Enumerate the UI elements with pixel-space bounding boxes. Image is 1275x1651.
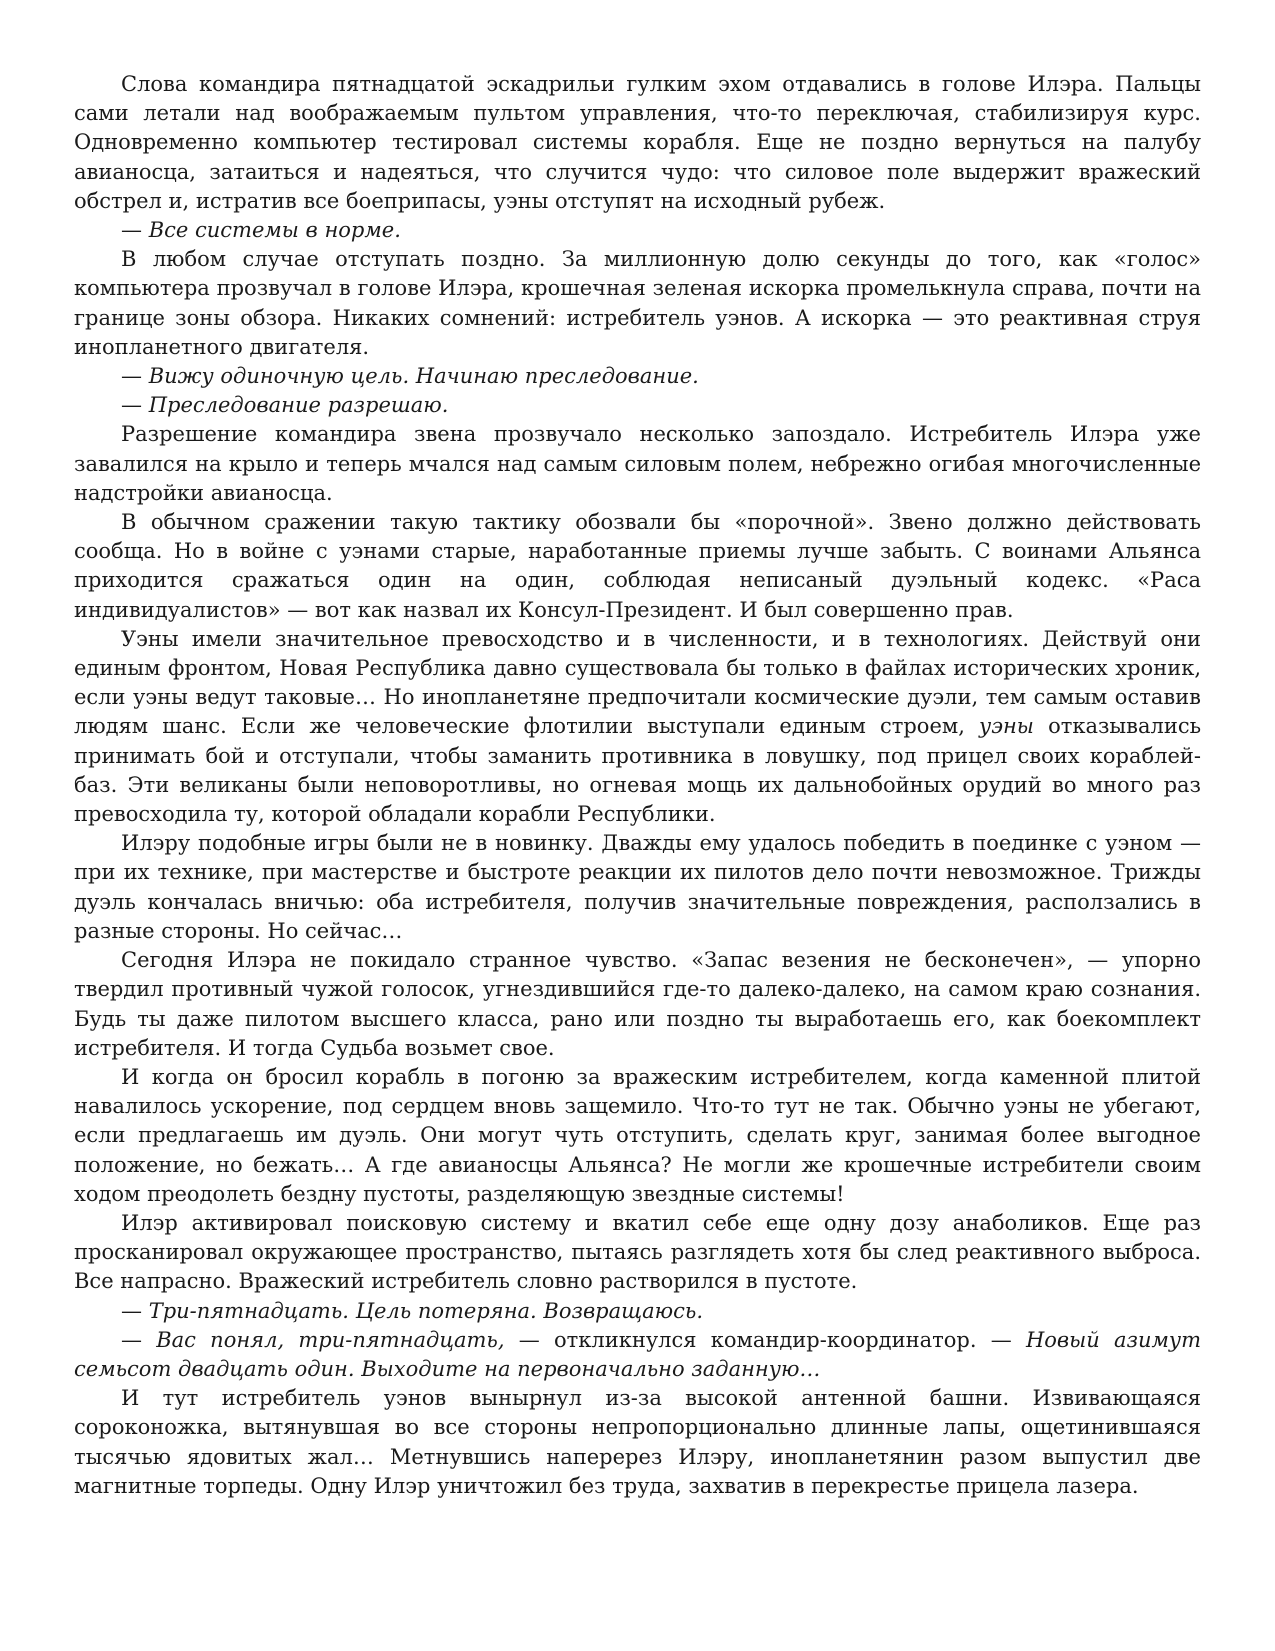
paragraph-6	[74, 420, 1201, 508]
paragraph-4	[74, 362, 1201, 391]
dialogue-dash: —	[121, 1298, 149, 1323]
text-run: В обычном сражении такую тактику обозвали бы «порочной». Звено должно действовать сообща. Но в войне с уэнами старые, наработанные приемы лучше забыть. С воинами Альянса приходится сражаться один на один, соблюдая неписаный дуэльный кодекс. «Раса индивидуалистов» — вот как назвал их Консул-Президент. И был совершенно прав.	[74, 510, 1201, 622]
paragraph-7	[74, 508, 1201, 625]
paragraph-8	[74, 625, 1201, 829]
emphasis: уэны	[979, 714, 1034, 739]
dialogue-attribution: — откликнулся командир-координатор. —	[504, 1327, 1026, 1352]
paragraph-13	[74, 1297, 1201, 1326]
text-run: отказывались принимать бой и отступали, чтобы заманить противника в ловушку, под прицел своих кораблей-баз. Эти великаны были неповоротливы, но огневая мощь их дальнобойных орудий во много раз превосходила ту, которой обладали корабли Республики.	[74, 714, 1202, 827]
paragraph-12	[74, 1209, 1201, 1297]
paragraph-5	[74, 391, 1201, 420]
dialogue-dash: —	[121, 364, 149, 389]
paragraph-14	[74, 1326, 1201, 1384]
text-run: Слова командира пятнадцатой эскадрильи гулким эхом отдавались в голове Илэра. Пальцы сами летали над воображаемым пультом управления, что-то переключая, стабилизируя курс. Одновременно компьютер тестировал системы корабля. Еще не поздно вернуться на палубу авианосца, затаиться и надеяться, что случится чудо: что силовое поле выдержит вражеский обстрел и, истратив все боеприпасы, уэны отступят на исходный рубеж.	[74, 72, 1201, 213]
text-run: В любом случае отступать поздно. За миллионную долю секунды до того, как «голос» компьютера прозвучал в голове Илэра, крошечная зеленая искорка промелькнула справа, почти на границе зоны обзора. Никаких сомнений: истребитель уэнов. А искорка — это реактивная струя инопланетного двигателя.	[74, 247, 1201, 359]
dialogue-speech: Новый азимут семьсот двадцать один. Выходите на первоначально заданную…	[74, 1327, 1201, 1381]
dialogue-speech: Преследование разрешаю.	[148, 393, 449, 418]
text-run: Сегодня Илэра не покидало странное чувство. «Запас везения не бесконечен», — упорно твердил противный чужой голосок, угнездившийся где-то далеко-далеко, на самом краю сознания. Будь ты даже пилотом высшего класса, рано или поздно ты выработаешь его, как боекомплект истребителя. И тогда Судьба возьмет свое.	[74, 948, 1201, 1060]
dialogue-dash: —	[121, 218, 149, 243]
paragraph-9	[74, 829, 1201, 946]
text-run: Илэру подобные игры были не в новинку. Дважды ему удалось победить в поединке с уэном — при их технике, при мастерстве и быстроте реакции их пилотов дело почти невозможное. Трижды дуэль кончалась вничью: оба истребителя, получив значительные повреждения, расползались в разные стороны. Но сейчас…	[74, 831, 1201, 943]
dialogue-speech: Все системы в норме.	[148, 218, 401, 243]
paragraph-11	[74, 1063, 1201, 1209]
paragraph-10	[74, 946, 1201, 1063]
dialogue-speech: Вижу одиночную цель. Начинаю преследование.	[148, 364, 699, 389]
text-run: И когда он бросил корабль в погоню за вражеским истребителем, когда каменной плитой навалилось ускорение, под сердцем вновь защемило. Что-то тут не так. Обычно уэны не убегают, если предлагаешь им дуэль. Они могут чуть отступить, сделать круг, занимая более выгодное положение, но бежать… А где авианосцы Альянса? Не могли же крошечные истребители своим ходом преодолеть бездну пустоты, разделяющую звездные системы!	[74, 1064, 1201, 1206]
text-run: Уэны имели значительное превосходство и в численности, и в технологиях. Действуй они единым фронтом, Новая Республика давно существовала бы только в файлах исторических хроник, если уэны ведут таковые… Но инопланетяне предпочитали космические дуэли, тем самым оставив людям шанс. Если же человеческие флотилии выступали единым строем,	[74, 626, 1201, 739]
paragraph-15	[74, 1384, 1201, 1501]
book-page	[74, 70, 1201, 1501]
text-run: Илэр активировал поисковую систему и вкатил себе еще одну дозу анаболиков. Еще раз просканировал окружающее пространство, пытаясь разглядеть хотя бы след реактивного выброса. Все напрасно. Вражеский истребитель словно растворился в пустоте.	[74, 1210, 1201, 1294]
dialogue-speech: Три-пятнадцать. Цель потеряна. Возвращаюсь.	[148, 1298, 704, 1323]
dialogue-speech: Вас понял, три-пятнадцать,	[156, 1327, 505, 1352]
paragraph-3	[74, 245, 1201, 362]
dialogue-dash: —	[121, 393, 149, 418]
dialogue-dash: —	[121, 1327, 157, 1352]
paragraph-1	[74, 70, 1201, 216]
text-run: И тут истребитель уэнов вынырнул из-за высокой антенной башни. Извивающаяся сороконожка, вытянувшая во все стороны непропорционально длинные лапы, ощетинившаяся тысячью ядовитых жал… Метнувшись наперерез Илэру, инопланетянин разом выпустил две магнитные торпеды. Одну Илэр уничтожил без труда, захватив в перекрестье прицела лазера.	[74, 1386, 1201, 1498]
text-run: Разрешение командира звена прозвучало несколько запоздало. Истребитель Илэра уже завалился на крыло и теперь мчался над самым силовым полем, небрежно огибая многочисленные надстройки авианосца.	[74, 422, 1201, 505]
paragraph-2	[74, 216, 1201, 245]
